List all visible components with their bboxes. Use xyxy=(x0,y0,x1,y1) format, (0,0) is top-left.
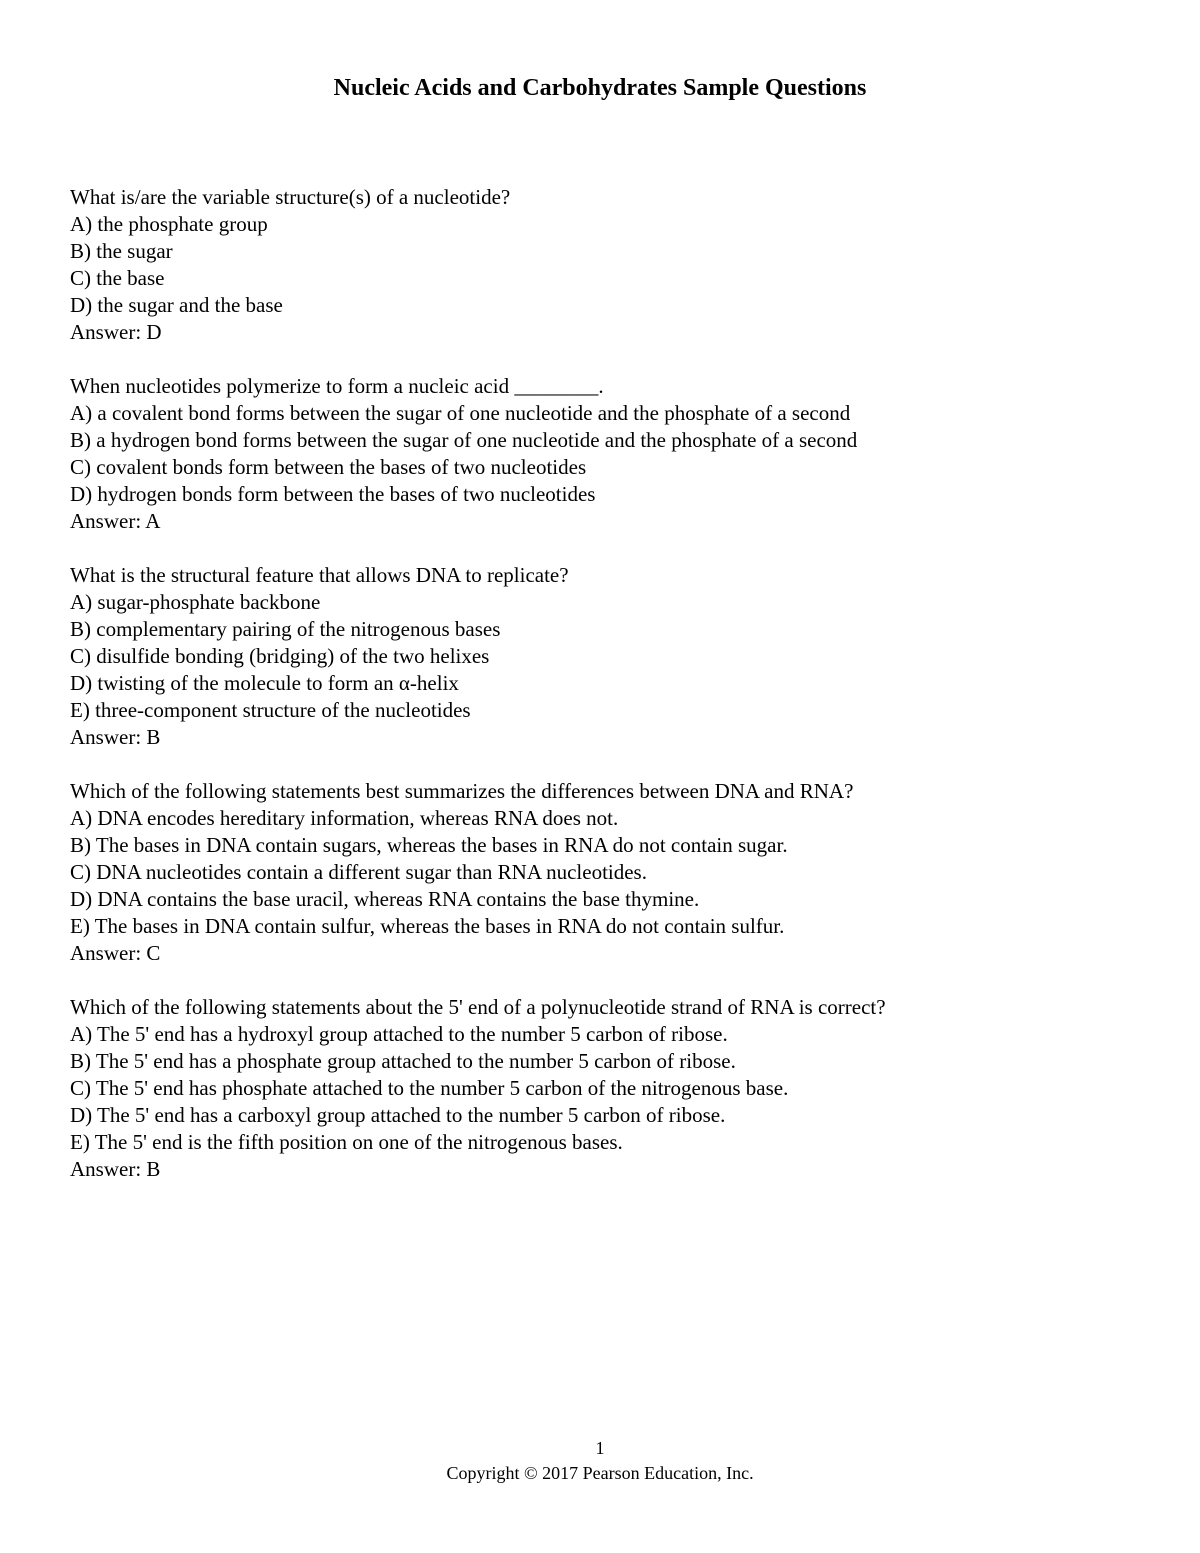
question-4 xyxy=(70,778,1150,967)
answer-option: C) covalent bonds form between the bases of two nucleotides xyxy=(70,455,587,479)
answer-option: A) a covalent bond forms between the sugar of one nucleotide and the phosphate of a second xyxy=(70,401,851,425)
answer-option: C) DNA nucleotides contain a different sugar than RNA nucleotides. xyxy=(70,860,647,884)
answer-key: Answer: B xyxy=(70,1157,161,1181)
answer-option: B) a hydrogen bond forms between the sugar of one nucleotide and the phosphate of a second xyxy=(70,428,858,452)
question-list xyxy=(70,184,1150,1210)
answer-option: E) The 5' end is the fifth position on one of the nitrogenous bases. xyxy=(70,1130,623,1154)
question-1 xyxy=(70,184,1150,346)
answer-option: E) The bases in DNA contain sulfur, whereas the bases in RNA do not contain sulfur. xyxy=(70,914,785,938)
answer-key: Answer: A xyxy=(70,509,161,533)
answer-option: D) twisting of the molecule to form an α-helix xyxy=(70,671,459,695)
answer-option: A) sugar-phosphate backbone xyxy=(70,590,321,614)
answer-option: D) the sugar and the base xyxy=(70,293,283,317)
answer-option: C) The 5' end has phosphate attached to the number 5 carbon of the nitrogenous base. xyxy=(70,1076,789,1100)
question-text: When nucleotides polymerize to form a nucleic acid ________. xyxy=(70,374,604,398)
answer-option: A) The 5' end has a hydroxyl group attached to the number 5 carbon of ribose. xyxy=(70,1022,728,1046)
copyright-notice: Copyright © 2017 Pearson Education, Inc. xyxy=(446,1463,754,1483)
question-text: What is/are the variable structure(s) of a nucleotide? xyxy=(70,185,511,209)
page-title: Nucleic Acids and Carbohydrates Sample Questions xyxy=(333,75,867,101)
answer-option: B) complementary pairing of the nitrogenous bases xyxy=(70,617,501,641)
answer-option: B) The 5' end has a phosphate group attached to the number 5 carbon of ribose. xyxy=(70,1049,736,1073)
question-2 xyxy=(70,373,1150,535)
question-3 xyxy=(70,562,1150,751)
answer-key: Answer: C xyxy=(70,941,161,965)
answer-key: Answer: D xyxy=(70,320,162,344)
answer-option: B) the sugar xyxy=(70,239,173,263)
question-text: What is the structural feature that allows DNA to replicate? xyxy=(70,563,569,587)
question-5 xyxy=(70,994,1150,1183)
answer-option: D) DNA contains the base uracil, whereas RNA contains the base thymine. xyxy=(70,887,700,911)
answer-option: D) hydrogen bonds form between the bases of two nucleotides xyxy=(70,482,596,506)
answer-option: C) disulfide bonding (bridging) of the two helixes xyxy=(70,644,490,668)
answer-option: B) The bases in DNA contain sugars, whereas the bases in RNA do not contain sugar. xyxy=(70,833,788,857)
question-text: Which of the following statements about the 5' end of a polynucleotide strand of RNA is correct? xyxy=(70,995,886,1019)
answer-option: A) the phosphate group xyxy=(70,212,268,236)
answer-option: A) DNA encodes hereditary information, whereas RNA does not. xyxy=(70,806,619,830)
answer-key: Answer: B xyxy=(70,725,161,749)
answer-option: D) The 5' end has a carboxyl group attached to the number 5 carbon of ribose. xyxy=(70,1103,726,1127)
question-text: Which of the following statements best summarizes the differences between DNA and RNA? xyxy=(70,779,854,803)
page-number: 1 xyxy=(595,1438,605,1458)
answer-option: E) three-component structure of the nucleotides xyxy=(70,698,471,722)
answer-option: C) the base xyxy=(70,266,165,290)
